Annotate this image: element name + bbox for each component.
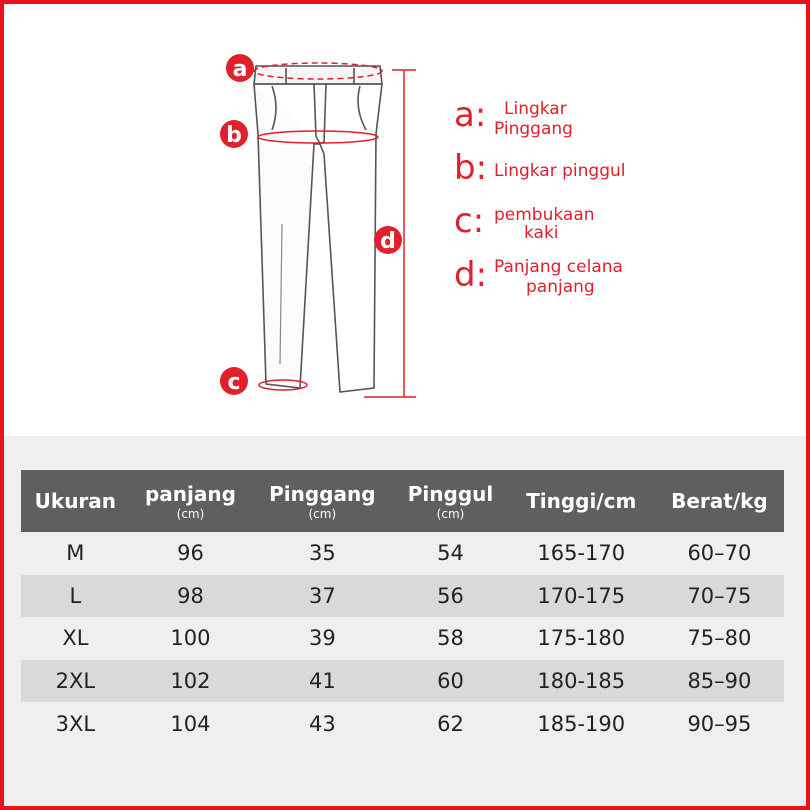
cell-size: 2XL: [21, 660, 130, 703]
table-row: [21, 532, 784, 575]
legend-d: [454, 255, 623, 297]
marker-c: [220, 367, 248, 395]
col-tinggi: Tinggi/cm: [508, 470, 655, 532]
cell-tinggi: 175-180: [508, 617, 655, 660]
cell-pinggul: 60: [393, 660, 507, 703]
cell-berat: 70–75: [655, 575, 784, 618]
cell-pinggul: 62: [393, 702, 507, 745]
cell-tinggi: 165-170: [508, 532, 655, 575]
svg-text:Lingkar: Lingkar: [504, 99, 567, 119]
marker-a: [226, 54, 254, 82]
pants-diagram: [4, 4, 806, 436]
svg-text:c:: c:: [454, 201, 485, 241]
svg-text:Pinggang: Pinggang: [494, 119, 573, 139]
cell-pinggul: 58: [393, 617, 507, 660]
cell-pinggang: 37: [251, 575, 393, 618]
pants-illustration: [254, 66, 382, 392]
table-row: [21, 660, 784, 703]
cell-size: M: [21, 532, 130, 575]
svg-text:a: a: [232, 57, 248, 82]
col-berat: Berat/kg: [655, 470, 784, 532]
cell-berat: 60–70: [655, 532, 784, 575]
cell-panjang: 98: [130, 575, 252, 618]
col-pinggang: Pinggang (cm): [251, 470, 393, 532]
table-row: [21, 617, 784, 660]
svg-text:d: d: [380, 229, 396, 254]
col-ukuran: Ukuran: [21, 470, 130, 532]
cell-pinggang: 39: [251, 617, 393, 660]
cell-pinggul: 56: [393, 575, 507, 618]
svg-text:a:: a:: [454, 95, 487, 135]
size-table: [21, 470, 784, 745]
cell-pinggang: 41: [251, 660, 393, 703]
cell-berat: 75–80: [655, 617, 784, 660]
table-row: [21, 702, 784, 745]
cell-berat: 90–95: [655, 702, 784, 745]
cell-tinggi: 170-175: [508, 575, 655, 618]
table-header-row: [21, 470, 784, 532]
cell-berat: 85–90: [655, 660, 784, 703]
legend-b: [454, 148, 625, 188]
svg-text:Panjang celana: Panjang celana: [494, 257, 623, 277]
legend-c: [454, 201, 595, 243]
col-panjang: panjang (cm): [130, 470, 252, 532]
svg-text:pembukaan: pembukaan: [494, 205, 595, 225]
svg-text:d:: d:: [454, 255, 488, 295]
table-row: [21, 575, 784, 618]
cell-tinggi: 180-185: [508, 660, 655, 703]
cell-size: L: [21, 575, 130, 618]
marker-b: [220, 120, 248, 148]
cell-size: 3XL: [21, 702, 130, 745]
svg-text:panjang: panjang: [526, 277, 595, 297]
cell-pinggang: 43: [251, 702, 393, 745]
cell-size: XL: [21, 617, 130, 660]
svg-text:b:: b:: [454, 148, 488, 188]
cell-panjang: 102: [130, 660, 252, 703]
marker-d: [374, 226, 402, 254]
cell-tinggi: 185-190: [508, 702, 655, 745]
col-pinggul: Pinggul (cm): [393, 470, 507, 532]
svg-text:b: b: [226, 123, 242, 148]
svg-text:kaki: kaki: [524, 223, 559, 243]
legend-a: [454, 95, 573, 139]
svg-text:c: c: [227, 370, 241, 395]
cell-panjang: 104: [130, 702, 252, 745]
cell-pinggang: 35: [251, 532, 393, 575]
diagram-area: [4, 4, 806, 436]
cell-pinggul: 54: [393, 532, 507, 575]
cell-panjang: 96: [130, 532, 252, 575]
svg-text:Lingkar pinggul: Lingkar pinggul: [494, 161, 626, 181]
cell-panjang: 100: [130, 617, 252, 660]
